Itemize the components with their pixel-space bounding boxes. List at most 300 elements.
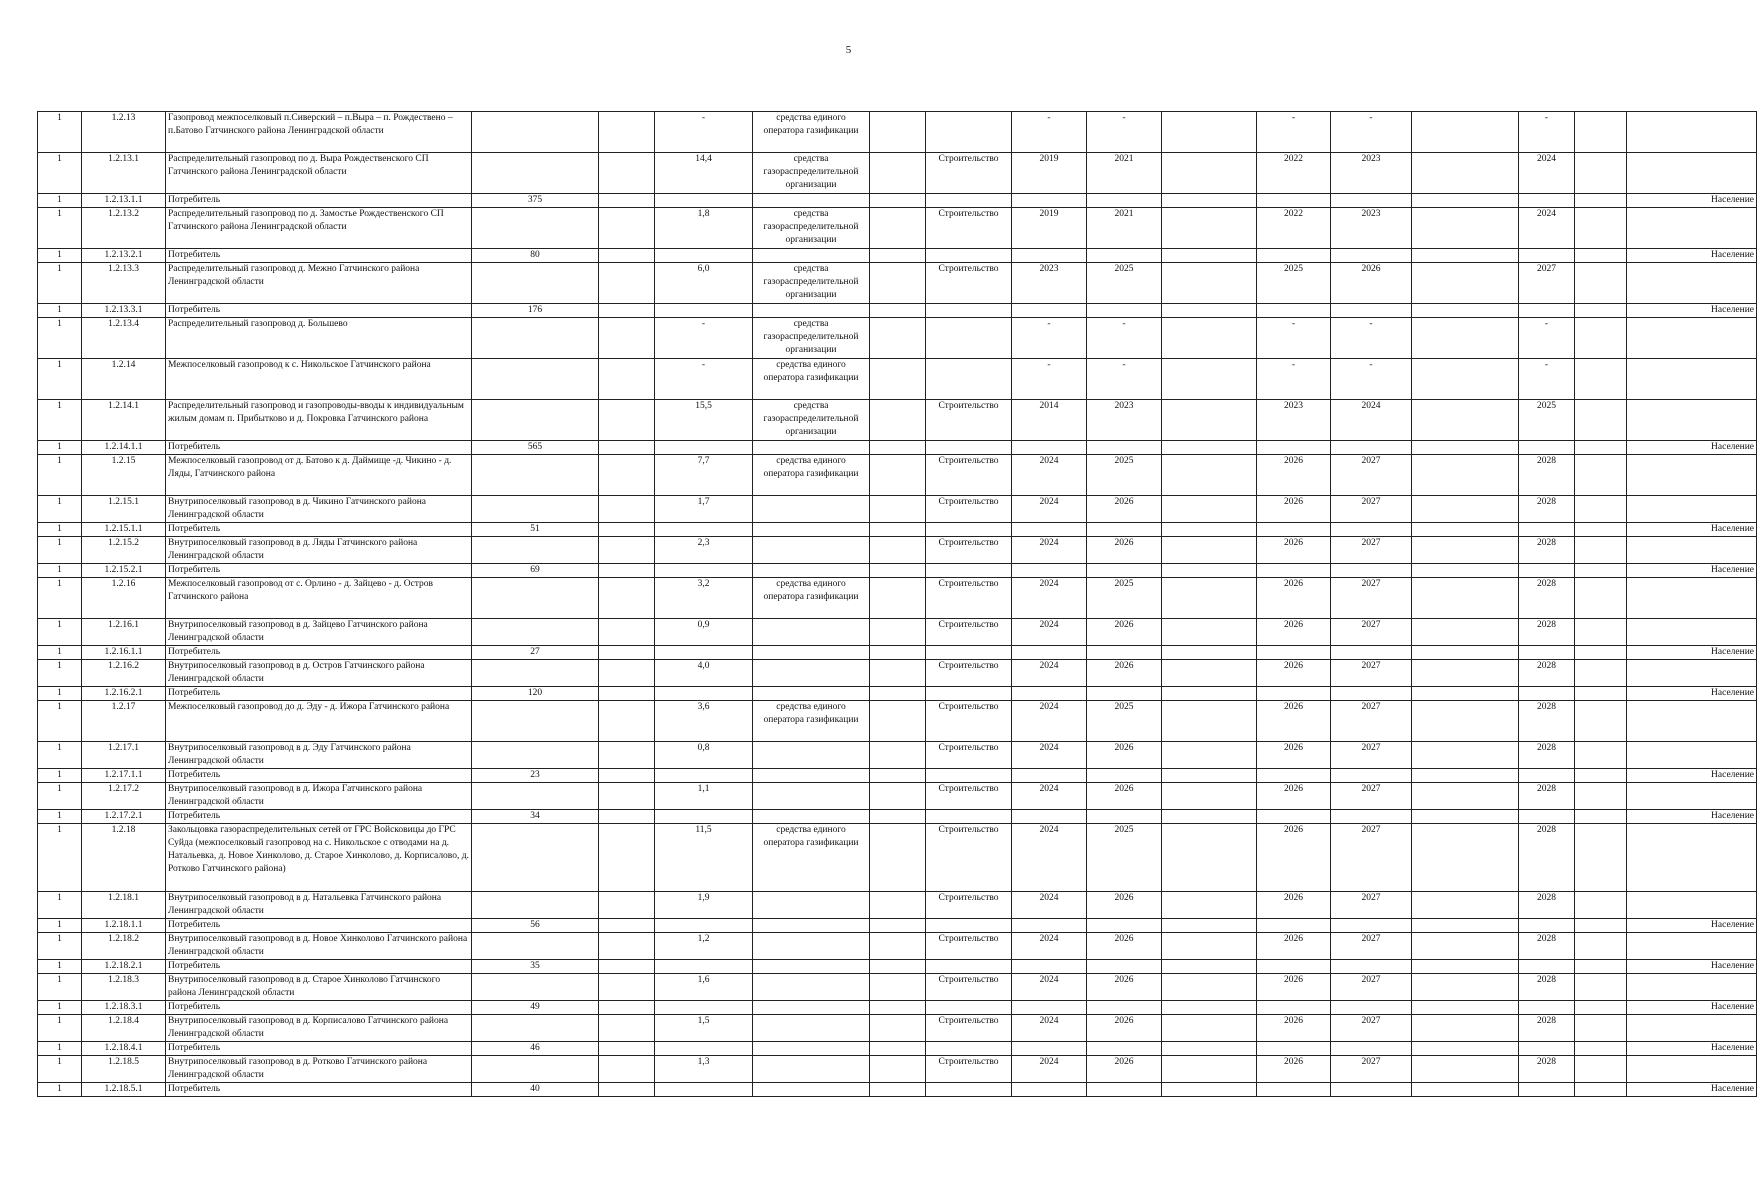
col-consumers xyxy=(472,619,599,646)
col-blank-d xyxy=(1412,687,1519,701)
table-row xyxy=(38,646,1757,660)
col-year-c: 2024 xyxy=(1519,208,1575,249)
col-code: 1.2.15.1.1 xyxy=(82,523,166,537)
col-blank-d xyxy=(1412,783,1519,810)
col-start: 2024 xyxy=(1012,701,1087,742)
col-end: 2026 xyxy=(1087,660,1162,687)
col-consumers: 34 xyxy=(472,810,599,824)
col-length: 1,7 xyxy=(655,496,753,523)
col-length xyxy=(655,810,753,824)
col-section: 1 xyxy=(38,564,82,578)
col-blank-b xyxy=(870,701,926,742)
col-blank-e xyxy=(1575,1015,1627,1042)
col-category xyxy=(1627,660,1757,687)
col-funding xyxy=(753,564,870,578)
col-name: Потребитель xyxy=(166,810,472,824)
col-blank-e xyxy=(1575,646,1627,660)
col-blank-c xyxy=(1162,318,1257,359)
table-row xyxy=(38,564,1757,578)
col-blank-b xyxy=(870,208,926,249)
col-year-c xyxy=(1519,1083,1575,1097)
col-work-type: Строительство xyxy=(926,537,1012,564)
col-year-b: - xyxy=(1331,359,1412,400)
col-start xyxy=(1012,441,1087,455)
col-blank-c xyxy=(1162,1042,1257,1056)
col-end xyxy=(1087,249,1162,263)
col-code: 1.2.14 xyxy=(82,359,166,400)
col-blank-b xyxy=(870,263,926,304)
col-start: - xyxy=(1012,112,1087,153)
col-blank-d xyxy=(1412,892,1519,919)
col-start xyxy=(1012,249,1087,263)
col-name: Распределительный газопровод д. Межно Гатчинского района Ленинградской области xyxy=(166,263,472,304)
col-blank-b xyxy=(870,194,926,208)
col-name: Потребитель xyxy=(166,523,472,537)
table-row xyxy=(38,892,1757,919)
col-end: 2026 xyxy=(1087,496,1162,523)
col-name: Межпоселковый газопровод от с. Орлино - д. Зайцево - д. Остров Гатчинского района xyxy=(166,578,472,619)
col-blank-c xyxy=(1162,960,1257,974)
col-blank-a xyxy=(599,1001,655,1015)
col-blank-a xyxy=(599,933,655,960)
table-row xyxy=(38,933,1757,960)
col-year-c: 2024 xyxy=(1519,153,1575,194)
col-end: 2025 xyxy=(1087,824,1162,892)
col-year-b xyxy=(1331,1042,1412,1056)
col-funding: средства газораспределительной организации xyxy=(753,400,870,441)
col-blank-c xyxy=(1162,824,1257,892)
col-blank-b xyxy=(870,441,926,455)
col-blank-a xyxy=(599,263,655,304)
col-end xyxy=(1087,1001,1162,1015)
table-row xyxy=(38,810,1757,824)
col-funding xyxy=(753,441,870,455)
col-length: 6,0 xyxy=(655,263,753,304)
col-funding: средства единого оператора газификации xyxy=(753,701,870,742)
col-consumers: 80 xyxy=(472,249,599,263)
col-end: - xyxy=(1087,112,1162,153)
col-blank-d xyxy=(1412,523,1519,537)
col-year-c: 2025 xyxy=(1519,400,1575,441)
col-start xyxy=(1012,769,1087,783)
col-work-type: Строительство xyxy=(926,263,1012,304)
col-blank-d xyxy=(1412,249,1519,263)
col-year-b: 2027 xyxy=(1331,783,1412,810)
col-consumers: 51 xyxy=(472,523,599,537)
col-blank-e xyxy=(1575,578,1627,619)
col-length xyxy=(655,646,753,660)
col-section: 1 xyxy=(38,441,82,455)
col-year-b: 2027 xyxy=(1331,660,1412,687)
col-blank-a xyxy=(599,960,655,974)
col-funding xyxy=(753,660,870,687)
col-code: 1.2.13.1.1 xyxy=(82,194,166,208)
col-year-c: 2028 xyxy=(1519,892,1575,919)
table-row xyxy=(38,455,1757,496)
col-blank-b xyxy=(870,537,926,564)
col-consumers: 46 xyxy=(472,1042,599,1056)
col-blank-c xyxy=(1162,194,1257,208)
col-blank-b xyxy=(870,359,926,400)
table-row xyxy=(38,304,1757,318)
col-length: 3,6 xyxy=(655,701,753,742)
col-work-type: Строительство xyxy=(926,1015,1012,1042)
col-blank-e xyxy=(1575,892,1627,919)
col-section: 1 xyxy=(38,523,82,537)
col-year-c xyxy=(1519,960,1575,974)
col-year-c xyxy=(1519,1001,1575,1015)
col-category xyxy=(1627,933,1757,960)
table-row xyxy=(38,578,1757,619)
col-year-a: 2023 xyxy=(1257,400,1331,441)
col-year-c xyxy=(1519,769,1575,783)
col-start: 2023 xyxy=(1012,263,1087,304)
col-length xyxy=(655,1042,753,1056)
col-year-a: 2026 xyxy=(1257,742,1331,769)
col-section: 1 xyxy=(38,810,82,824)
col-section: 1 xyxy=(38,1042,82,1056)
col-year-b: - xyxy=(1331,112,1412,153)
col-blank-a xyxy=(599,1056,655,1083)
col-year-a: - xyxy=(1257,318,1331,359)
col-year-a: 2022 xyxy=(1257,208,1331,249)
col-start: 2024 xyxy=(1012,455,1087,496)
col-code: 1.2.18.2.1 xyxy=(82,960,166,974)
col-year-c xyxy=(1519,564,1575,578)
col-end: 2026 xyxy=(1087,1015,1162,1042)
col-end xyxy=(1087,919,1162,933)
col-start: 2024 xyxy=(1012,974,1087,1001)
col-blank-a xyxy=(599,660,655,687)
col-year-a xyxy=(1257,249,1331,263)
col-section: 1 xyxy=(38,249,82,263)
col-category: Население xyxy=(1627,249,1757,263)
col-start: 2014 xyxy=(1012,400,1087,441)
col-blank-c xyxy=(1162,400,1257,441)
col-consumers: 35 xyxy=(472,960,599,974)
col-section: 1 xyxy=(38,318,82,359)
col-name: Внутрипоселковый газопровод в д. Новое Хинколово Гатчинского района Ленинградской области xyxy=(166,933,472,960)
col-start xyxy=(1012,810,1087,824)
col-category: Население xyxy=(1627,1001,1757,1015)
col-year-a: 2026 xyxy=(1257,619,1331,646)
col-blank-a xyxy=(599,974,655,1001)
col-blank-d xyxy=(1412,619,1519,646)
col-blank-b xyxy=(870,523,926,537)
col-length xyxy=(655,523,753,537)
col-start xyxy=(1012,523,1087,537)
col-consumers xyxy=(472,400,599,441)
col-blank-a xyxy=(599,619,655,646)
col-length xyxy=(655,304,753,318)
col-year-b xyxy=(1331,564,1412,578)
col-year-b xyxy=(1331,646,1412,660)
col-blank-d xyxy=(1412,112,1519,153)
col-year-b xyxy=(1331,960,1412,974)
col-blank-c xyxy=(1162,1056,1257,1083)
col-year-a: 2026 xyxy=(1257,701,1331,742)
col-start xyxy=(1012,960,1087,974)
table-row xyxy=(38,1001,1757,1015)
col-funding xyxy=(753,960,870,974)
col-year-b: 2027 xyxy=(1331,1015,1412,1042)
col-blank-a xyxy=(599,359,655,400)
col-consumers xyxy=(472,537,599,564)
col-end: 2021 xyxy=(1087,153,1162,194)
table-row xyxy=(38,783,1757,810)
col-start: - xyxy=(1012,318,1087,359)
col-blank-e xyxy=(1575,660,1627,687)
col-blank-c xyxy=(1162,112,1257,153)
col-section: 1 xyxy=(38,824,82,892)
col-work-type xyxy=(926,960,1012,974)
col-blank-d xyxy=(1412,318,1519,359)
col-code: 1.2.16 xyxy=(82,578,166,619)
col-blank-c xyxy=(1162,153,1257,194)
col-start: 2024 xyxy=(1012,783,1087,810)
col-consumers xyxy=(472,783,599,810)
col-blank-b xyxy=(870,619,926,646)
table-row xyxy=(38,537,1757,564)
col-name: Потребитель xyxy=(166,249,472,263)
col-category: Население xyxy=(1627,1083,1757,1097)
col-code: 1.2.18.2 xyxy=(82,933,166,960)
col-blank-c xyxy=(1162,208,1257,249)
table-row xyxy=(38,1042,1757,1056)
col-funding xyxy=(753,194,870,208)
col-year-c: 2028 xyxy=(1519,660,1575,687)
col-year-c: 2028 xyxy=(1519,933,1575,960)
col-blank-a xyxy=(599,810,655,824)
col-blank-e xyxy=(1575,249,1627,263)
col-blank-e xyxy=(1575,441,1627,455)
col-year-c xyxy=(1519,304,1575,318)
col-section: 1 xyxy=(38,701,82,742)
col-length xyxy=(655,564,753,578)
table-row xyxy=(38,441,1757,455)
col-end xyxy=(1087,687,1162,701)
col-blank-b xyxy=(870,742,926,769)
col-blank-c xyxy=(1162,783,1257,810)
col-end xyxy=(1087,646,1162,660)
col-blank-b xyxy=(870,769,926,783)
col-consumers xyxy=(472,578,599,619)
col-blank-b xyxy=(870,112,926,153)
col-length xyxy=(655,1083,753,1097)
col-consumers xyxy=(472,933,599,960)
col-year-a xyxy=(1257,304,1331,318)
col-funding xyxy=(753,523,870,537)
col-name: Потребитель xyxy=(166,1083,472,1097)
col-year-a: 2026 xyxy=(1257,496,1331,523)
col-length xyxy=(655,194,753,208)
col-year-a xyxy=(1257,194,1331,208)
col-end xyxy=(1087,194,1162,208)
col-work-type xyxy=(926,564,1012,578)
col-length: 15,5 xyxy=(655,400,753,441)
col-year-c: 2028 xyxy=(1519,455,1575,496)
col-start xyxy=(1012,1083,1087,1097)
col-funding xyxy=(753,1015,870,1042)
col-blank-b xyxy=(870,564,926,578)
col-length: 1,2 xyxy=(655,933,753,960)
col-funding xyxy=(753,933,870,960)
col-work-type xyxy=(926,194,1012,208)
col-length xyxy=(655,441,753,455)
col-name: Межпоселковый газопровод до д. Эду - д. Ижора Гатчинского района xyxy=(166,701,472,742)
table-row xyxy=(38,249,1757,263)
col-end: - xyxy=(1087,359,1162,400)
col-blank-a xyxy=(599,1015,655,1042)
col-blank-a xyxy=(599,496,655,523)
col-code: 1.2.18.3.1 xyxy=(82,1001,166,1015)
table-row xyxy=(38,919,1757,933)
col-blank-e xyxy=(1575,208,1627,249)
col-year-b xyxy=(1331,1001,1412,1015)
col-blank-d xyxy=(1412,1042,1519,1056)
col-blank-b xyxy=(870,974,926,1001)
col-funding xyxy=(753,810,870,824)
col-blank-c xyxy=(1162,919,1257,933)
col-blank-e xyxy=(1575,400,1627,441)
col-name: Внутрипоселковый газопровод в д. Зайцево Гатчинского района Ленинградской области xyxy=(166,619,472,646)
col-blank-b xyxy=(870,687,926,701)
col-blank-e xyxy=(1575,810,1627,824)
col-category: Население xyxy=(1627,646,1757,660)
col-blank-a xyxy=(599,783,655,810)
col-year-a: 2026 xyxy=(1257,455,1331,496)
col-blank-a xyxy=(599,687,655,701)
col-year-b: 2027 xyxy=(1331,701,1412,742)
col-blank-b xyxy=(870,304,926,318)
col-name: Потребитель xyxy=(166,304,472,318)
col-blank-d xyxy=(1412,194,1519,208)
col-consumers xyxy=(472,318,599,359)
col-end: 2025 xyxy=(1087,263,1162,304)
col-blank-b xyxy=(870,960,926,974)
col-blank-a xyxy=(599,824,655,892)
col-category: Население xyxy=(1627,564,1757,578)
col-funding: средства единого оператора газификации xyxy=(753,578,870,619)
col-work-type xyxy=(926,441,1012,455)
col-code: 1.2.13.2 xyxy=(82,208,166,249)
col-work-type: Строительство xyxy=(926,455,1012,496)
col-category xyxy=(1627,112,1757,153)
col-work-type: Строительство xyxy=(926,701,1012,742)
table-row xyxy=(38,263,1757,304)
col-start xyxy=(1012,194,1087,208)
col-code: 1.2.16.1 xyxy=(82,619,166,646)
col-code: 1.2.13.3 xyxy=(82,263,166,304)
col-blank-b xyxy=(870,933,926,960)
col-end xyxy=(1087,960,1162,974)
col-section: 1 xyxy=(38,960,82,974)
col-work-type xyxy=(926,1042,1012,1056)
col-end: 2025 xyxy=(1087,701,1162,742)
col-funding xyxy=(753,1083,870,1097)
col-blank-c xyxy=(1162,933,1257,960)
col-code: 1.2.14.1 xyxy=(82,400,166,441)
col-year-a xyxy=(1257,1001,1331,1015)
col-blank-a xyxy=(599,892,655,919)
col-consumers xyxy=(472,455,599,496)
col-blank-a xyxy=(599,153,655,194)
col-category: Население xyxy=(1627,810,1757,824)
col-work-type xyxy=(926,1001,1012,1015)
col-code: 1.2.18.1 xyxy=(82,892,166,919)
col-start: 2024 xyxy=(1012,742,1087,769)
col-end: 2026 xyxy=(1087,933,1162,960)
col-year-b: 2026 xyxy=(1331,263,1412,304)
table-row xyxy=(38,701,1757,742)
col-consumers: 176 xyxy=(472,304,599,318)
col-category: Население xyxy=(1627,304,1757,318)
col-consumers xyxy=(472,1056,599,1083)
col-start: 2024 xyxy=(1012,824,1087,892)
col-end: - xyxy=(1087,318,1162,359)
col-blank-e xyxy=(1575,523,1627,537)
col-name: Внутрипоселковый газопровод в д. Чикино Гатчинского района Ленинградской области xyxy=(166,496,472,523)
col-length: 1,3 xyxy=(655,1056,753,1083)
col-category xyxy=(1627,208,1757,249)
col-category xyxy=(1627,496,1757,523)
col-end: 2026 xyxy=(1087,1056,1162,1083)
col-year-a xyxy=(1257,564,1331,578)
col-length xyxy=(655,687,753,701)
col-work-type: Строительство xyxy=(926,208,1012,249)
col-code: 1.2.13.3.1 xyxy=(82,304,166,318)
col-section: 1 xyxy=(38,933,82,960)
col-work-type: Строительство xyxy=(926,578,1012,619)
col-year-b: 2023 xyxy=(1331,153,1412,194)
col-start: 2024 xyxy=(1012,1015,1087,1042)
col-blank-a xyxy=(599,400,655,441)
col-blank-e xyxy=(1575,263,1627,304)
col-blank-e xyxy=(1575,194,1627,208)
col-blank-b xyxy=(870,1042,926,1056)
col-category: Население xyxy=(1627,441,1757,455)
col-section: 1 xyxy=(38,769,82,783)
col-code: 1.2.18.5 xyxy=(82,1056,166,1083)
col-category xyxy=(1627,455,1757,496)
col-year-b: - xyxy=(1331,318,1412,359)
col-start: 2024 xyxy=(1012,1056,1087,1083)
col-year-b: 2027 xyxy=(1331,892,1412,919)
col-year-c: 2028 xyxy=(1519,537,1575,564)
table-row xyxy=(38,208,1757,249)
col-blank-b xyxy=(870,646,926,660)
col-funding xyxy=(753,619,870,646)
col-blank-b xyxy=(870,1015,926,1042)
col-work-type xyxy=(926,112,1012,153)
col-section: 1 xyxy=(38,619,82,646)
col-year-b: 2027 xyxy=(1331,619,1412,646)
col-category xyxy=(1627,892,1757,919)
col-length xyxy=(655,1001,753,1015)
col-year-c: - xyxy=(1519,112,1575,153)
col-funding xyxy=(753,892,870,919)
col-year-b: 2027 xyxy=(1331,824,1412,892)
col-consumers: 27 xyxy=(472,646,599,660)
col-start: 2024 xyxy=(1012,496,1087,523)
table-row xyxy=(38,769,1757,783)
col-blank-a xyxy=(599,194,655,208)
col-blank-b xyxy=(870,318,926,359)
col-category xyxy=(1627,824,1757,892)
col-year-c xyxy=(1519,523,1575,537)
col-blank-e xyxy=(1575,974,1627,1001)
col-end: 2025 xyxy=(1087,455,1162,496)
